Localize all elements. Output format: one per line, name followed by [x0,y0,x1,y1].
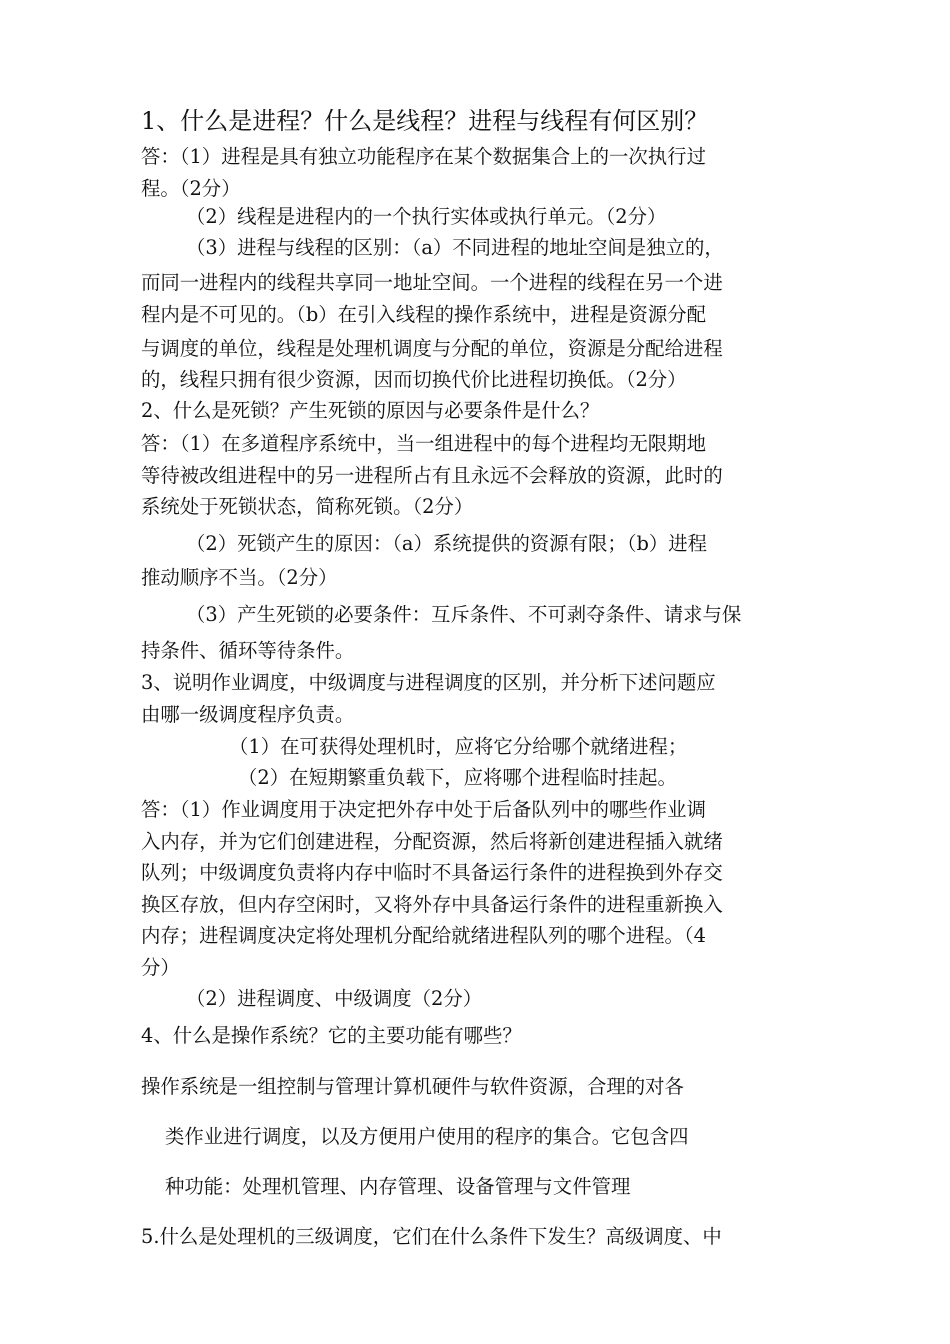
question-4-heading: 4、什么是操作系统？它的主要功能有哪些？ [141,1024,522,1047]
answer-2-line-1: 答：（1）在多道程序系统中，当一组进程中的每个进程均无限期地 [141,432,706,455]
answer-3-line-1: 答：（1）作业调度用于决定把外存中处于后备队列中的哪些作业调 [141,798,706,821]
question-3-heading: 3、说明作业调度，中级调度与进程调度的区别，并分析下述问题应 [141,671,716,694]
answer-1-line-9: 的，线程只拥有很少资源，因而切换代价比进程切换低。（2分） [141,368,687,391]
question-1-heading: 1、什么是进程？什么是线程？进程与线程有何区别？ [141,107,709,135]
question-5-heading: 5.什么是处理机的三级调度，它们在什么条件下发生？高级调度、中 [141,1225,722,1248]
answer-2-point-3: （3）产生死锁的必要条件：互斥条件、不可剥夺条件、请求与保 [186,603,742,626]
answer-4-line-2: 类作业进行调度，以及方便用户使用的程序的集合。它包含四 [165,1125,689,1148]
answer-3-point-2: （2）进程调度、中级调度（2分） [186,987,483,1010]
question-3-item-2: （2）在短期繁重负载下，应将哪个进程临时挂起。 [238,766,677,789]
answer-3-line-3: 队列；中级调度负责将内存中临时不具备运行条件的进程换到外存交 [141,861,723,884]
answer-2-line-3: 系统处于死锁状态，简称死锁。（2分） [141,495,474,518]
answer-4-line-3: 种功能：处理机管理、内存管理、设备管理与文件管理 [165,1175,631,1198]
answer-2-line-2: 等待被改组进程中的另一进程所占有且永远不会释放的资源，此时的 [141,464,723,487]
answer-3-line-4: 换区存放，但内存空闲时，又将外存中具备运行条件的进程重新换入 [141,893,723,916]
answer-2-line-5: 推动顺序不当。（2分） [141,566,338,589]
answer-1-line-8: 与调度的单位，线程是处理机调度与分配的单位，资源是分配给进程 [141,337,723,360]
question-2-heading: 2、什么是死锁？产生死锁的原因与必要条件是什么？ [141,399,600,422]
answer-3-line-6: 分） [141,956,180,979]
question-3-item-1: （1）在可获得处理机时，应将它分给哪个就绪进程； [229,735,688,758]
answer-4-line-1: 操作系统是一组控制与管理计算机硬件与软件资源，合理的对各 [141,1075,684,1098]
answer-3-line-2: 入内存，并为它们创建进程，分配资源，然后将新创建进程插入就绪 [141,830,723,853]
answer-1-line-2: 程。（2分） [141,177,241,200]
answer-1-line-7: 程内是不可见的。（b）在引入线程的操作系统中，进程是资源分配 [141,303,707,326]
answer-1-line-6: 而同一进程内的线程共享同一地址空间。一个进程的线程在另一个进 [141,271,723,294]
answer-1-point-3: （3）进程与线程的区别：（a）不同进程的地址空间是独立的， [186,236,724,259]
answer-2-point-2: （2）死锁产生的原因：（a）系统提供的资源有限；（b）进程 [186,532,708,555]
question-3-line-2: 由哪一级调度程序负责。 [141,703,355,726]
answer-1-point-2: （2）线程是进程内的一个执行实体或执行单元。（2分） [186,205,667,228]
answer-2-line-7: 持条件、循环等待条件。 [141,639,355,662]
answer-3-line-5: 内存；进程调度决定将处理机分配给就绪进程队列的哪个进程。（4 [141,924,706,947]
answer-1-line-1: 答：（1）进程是具有独立功能程序在某个数据集合上的一次执行过 [141,145,706,168]
